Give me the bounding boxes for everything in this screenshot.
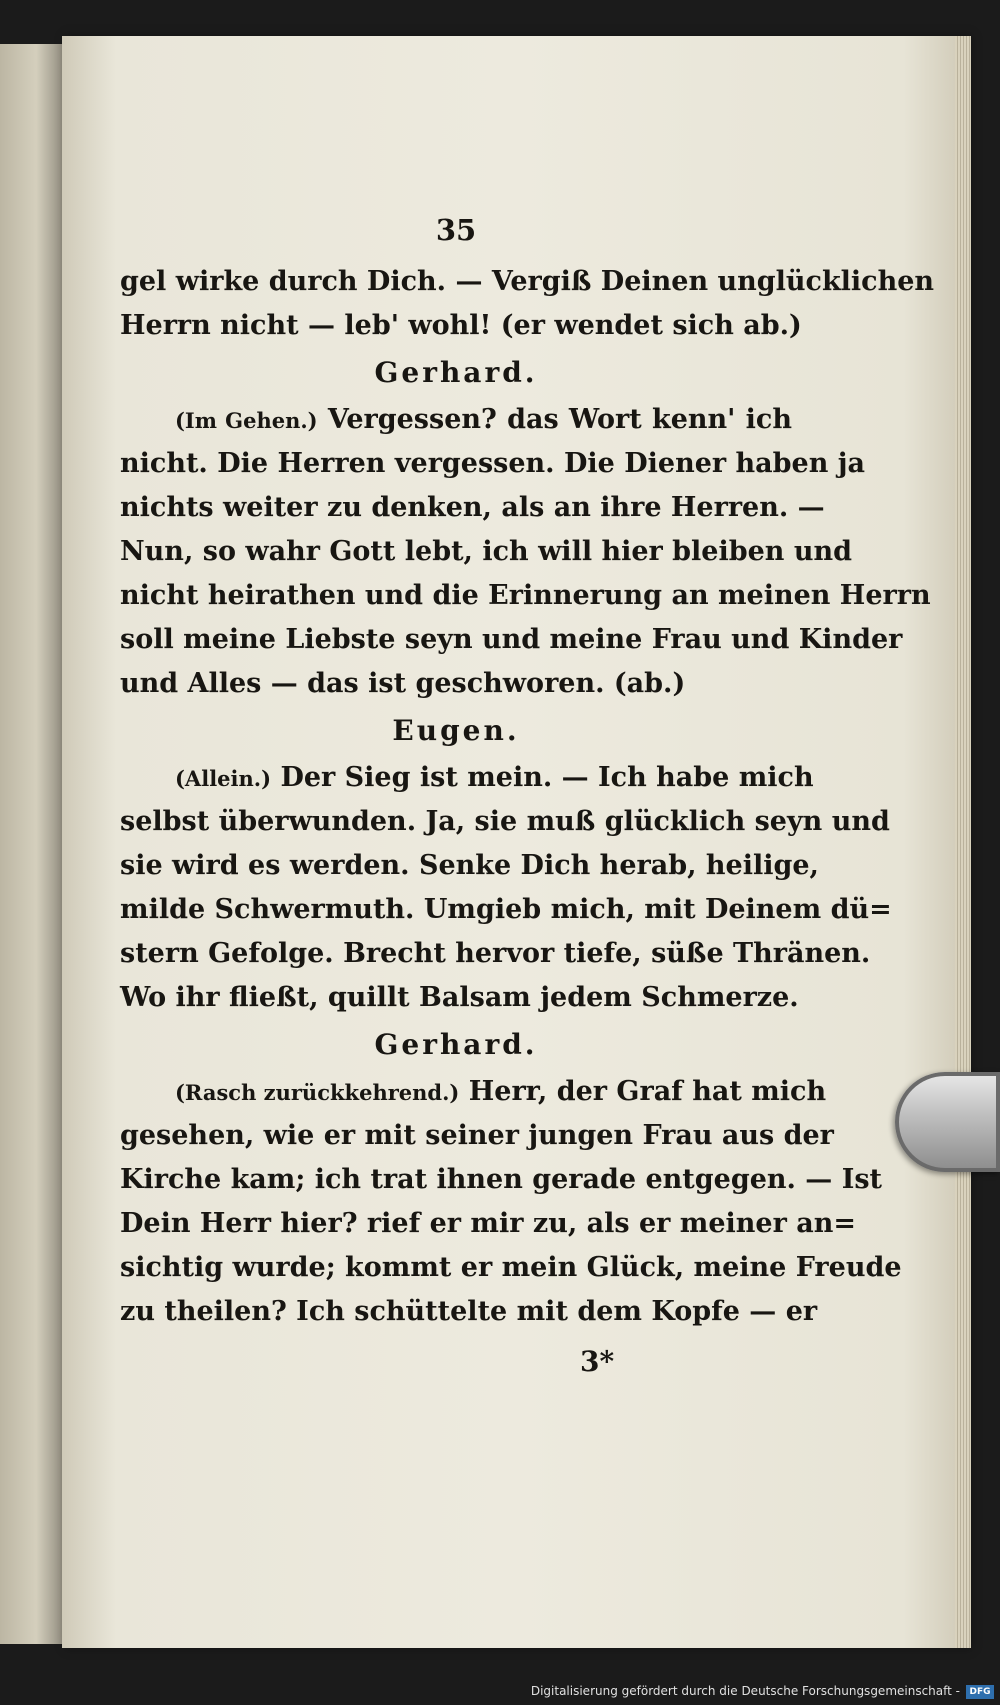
- dialogue-text: Vergessen? das Wort kenn' ich: [327, 404, 792, 435]
- speaker-name: Gerhard.: [374, 1028, 538, 1061]
- text-line: [120, 1070, 827, 1114]
- page-stack-edge: [955, 36, 971, 1648]
- dialogue-text: Der Sieg ist mein. — Ich habe mich: [280, 762, 814, 793]
- text-line: stern Gefolge. Brecht hervor tiefe, süße Thränen.: [120, 938, 871, 969]
- text-line: Wo ihr fließt, quillt Balsam jedem Schmerze.: [120, 982, 799, 1013]
- stage-direction: (Allein.): [175, 766, 272, 791]
- footer-bar: [0, 1675, 1000, 1705]
- text-line: nicht heirathen und die Erinnerung an meinen Herrn: [120, 580, 931, 611]
- dialogue-text: Herr, der Graf hat mich: [468, 1076, 827, 1107]
- text-line: sie wird es werden. Senke Dich herab, heilige,: [120, 850, 819, 881]
- text-line: nicht. Die Herren vergessen. Die Diener haben ja: [120, 448, 865, 479]
- text-line: sichtig wurde; kommt er mein Glück, meine Freude: [120, 1252, 902, 1283]
- text-line: soll meine Liebste seyn und meine Frau und Kinder: [120, 624, 903, 655]
- text-line: Nun, so wahr Gott lebt, ich will hier bleiben und: [120, 536, 852, 567]
- page-text: [120, 200, 935, 1334]
- text-line: Dein Herr hier? rief er mir zu, als er meiner an=: [120, 1208, 856, 1239]
- text-line: nichts weiter zu denken, als an ihre Herren. —: [120, 492, 825, 523]
- speaker-name: Eugen.: [392, 714, 520, 747]
- text-line: Kirche kam; ich trat ihnen gerade entgegen. — Ist: [120, 1164, 883, 1195]
- dfg-logo: DFG: [966, 1685, 994, 1699]
- facing-page-edge: [0, 44, 66, 1644]
- text-line: milde Schwermuth. Umgieb mich, mit Deinem dü=: [120, 894, 892, 925]
- text-line: Herrn nicht — leb' wohl! (er wendet sich ab.): [120, 310, 802, 341]
- signature-mark: 3*: [580, 1345, 615, 1378]
- text-line: gesehen, wie er mit seiner jungen Frau aus der: [120, 1120, 834, 1151]
- funding-credit: Digitalisierung gefördert durch die Deutsche Forschungsgemeinschaft -: [530, 1684, 960, 1698]
- stage-direction: (Im Gehen.): [175, 408, 318, 433]
- page-number: 35: [435, 213, 477, 247]
- text-line: [120, 756, 814, 800]
- text-line: [120, 398, 792, 442]
- speaker-name: Gerhard.: [374, 356, 538, 389]
- stage-direction: (Rasch zurückkehrend.): [175, 1080, 460, 1105]
- text-line: und Alles — das ist geschworen. (ab.): [120, 668, 686, 699]
- page-holder-clip: [895, 1072, 1000, 1172]
- text-line: zu theilen? Ich schüttelte mit dem Kopfe — er: [120, 1296, 818, 1327]
- text-line: gel wirke durch Dich. — Vergiß Deinen unglücklichen: [120, 266, 935, 297]
- text-line: selbst überwunden. Ja, sie muß glücklich seyn und: [120, 806, 890, 837]
